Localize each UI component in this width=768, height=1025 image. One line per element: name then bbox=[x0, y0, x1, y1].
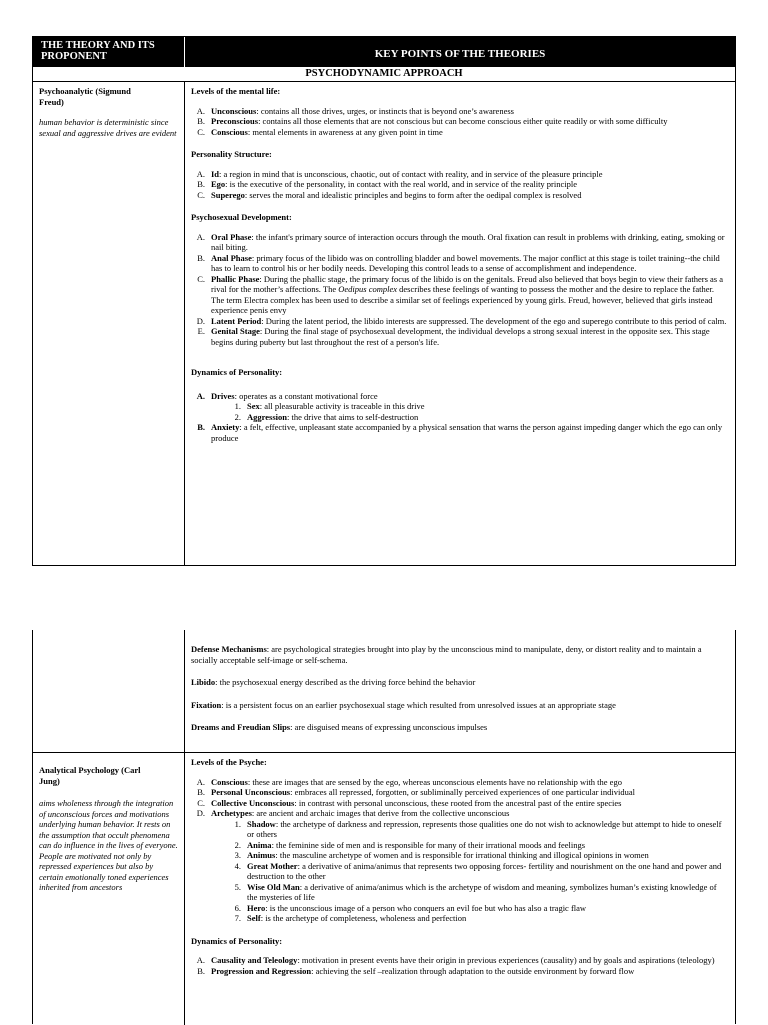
archetype-marker: 2. bbox=[234, 839, 241, 850]
psychosexual-development-list bbox=[191, 232, 729, 348]
psychosexual-stage-text: : the infant's primary source of interaction occurs through the mouth. Oral fixation can result in problems with drinking, eating, smoking or nail biting. bbox=[211, 231, 725, 252]
psyche-level-marker: D. bbox=[196, 808, 205, 818]
personality-structure-marker: A. bbox=[196, 168, 205, 179]
freud-theory-description: human behavior is deterministic since sexual and aggressive drives are evident bbox=[39, 117, 177, 138]
archetype-text: : is the unconscious image of a person who conquers an evil foe but who has also a tragic flaw bbox=[265, 902, 587, 913]
personality-structure-term: Ego bbox=[211, 179, 226, 189]
psychosexual-stage-text: : During the latent period, the libido interests are suppressed. The development of the ego and superego contribute to this period of calm. bbox=[261, 315, 727, 326]
mental-life-level-term: Preconscious bbox=[211, 116, 259, 126]
jung-dynamic-term: Causality and Teleology bbox=[211, 955, 298, 965]
dreams-text: : are disguised means of expressing unconscious impulses bbox=[290, 722, 488, 732]
psyche-level-text: : in contrast with personal unconscious, these rooted from the ancestral past of the entire species bbox=[294, 797, 622, 808]
archetype-text: : a derivative of anima/animus which is the archetype of wisdom and meaning, symbolizes human’s existing knowledge of the mysteries of life bbox=[247, 881, 717, 902]
psychosexual-stage-marker: B. bbox=[197, 252, 205, 263]
mental-life-level-text: : contains all those drives, urges, or instincts that is beyond one’s awareness bbox=[256, 105, 514, 116]
header-theory-proponent: THE THEORY AND ITS PROPONENT bbox=[33, 37, 185, 67]
drive-type-term: Aggression bbox=[247, 411, 287, 422]
jung-dynamic-text: : motivation in present events have their origin in previous experiences (causality) and by goals and aspirations (teleology) bbox=[297, 955, 715, 965]
archetype-item bbox=[227, 903, 729, 914]
archetype-term: Animus bbox=[247, 850, 276, 860]
psychosexual-stage-item bbox=[191, 316, 729, 327]
psychosexual-development-heading: Psychosexual Development: bbox=[191, 212, 292, 222]
psychosexual-stage-term: Anal Phase bbox=[211, 252, 252, 263]
anxiety-text: : a felt, effective, unpleasant state accompanied by a physical sensation that warns the person against impeding danger which the ego can only produce bbox=[211, 422, 723, 443]
archetype-item bbox=[227, 861, 729, 882]
psychosexual-stage-item bbox=[191, 253, 729, 274]
mental-life-level-item bbox=[191, 116, 729, 127]
anxiety-term: Anxiety bbox=[211, 422, 240, 432]
jung-theory-description: aims wholeness through the integration of unconscious forces and motivations underlying human behavior. It rests on the assumption that occult phenomena can do influence in the lives of everyone. People are motivated not only by repressed experiences but also by certain emotionally toned experiences inherited from ancestors bbox=[39, 798, 178, 892]
libido-paragraph bbox=[191, 677, 729, 688]
psychosexual-stage-text: : During the final stage of psychosexual development, the individual develops a strong sexual interest in the opposite sex. This stage begins during puberty but last throughout the rest of a person's life. bbox=[211, 326, 710, 347]
psyche-level-marker: A. bbox=[196, 776, 205, 787]
personality-structure-term: Superego bbox=[211, 189, 245, 200]
drive-type-term: Sex bbox=[247, 401, 260, 411]
personality-structure-term: Id bbox=[211, 168, 220, 179]
jung-dynamic-item bbox=[191, 955, 729, 966]
dreams-paragraph bbox=[191, 722, 729, 733]
dynamics-personality-heading: Dynamics of Personality: bbox=[191, 367, 283, 377]
archetype-marker: 1. bbox=[234, 818, 241, 829]
archetype-term: Great Mother bbox=[247, 860, 298, 871]
psychosexual-stage-item bbox=[191, 274, 729, 316]
personality-structure-marker: B. bbox=[197, 179, 205, 189]
psychosexual-stage-item bbox=[191, 232, 729, 253]
archetype-term: Anima bbox=[247, 839, 272, 850]
psyche-level-marker: C. bbox=[197, 797, 205, 808]
personality-structure-marker: C. bbox=[197, 189, 205, 200]
mental-life-level-marker: C. bbox=[197, 126, 205, 137]
defense-term: Defense Mechanisms bbox=[191, 644, 267, 654]
psyche-level-marker: B. bbox=[197, 787, 205, 797]
jung-dynamic-text: : achieving the self –realization through adaptation to the outside environment by forward flow bbox=[311, 965, 635, 976]
anxiety-item bbox=[191, 422, 729, 443]
mental-life-level-marker: A. bbox=[196, 105, 205, 116]
fixation-paragraph bbox=[191, 700, 729, 711]
personality-structure-text: : serves the moral and idealistic principles and begins to form after the oedipal complex is resolved bbox=[244, 189, 582, 200]
psyche-level-item bbox=[191, 787, 729, 798]
archetype-term: Shadow bbox=[247, 818, 276, 829]
levels-psyche-list bbox=[191, 777, 729, 819]
personality-structure-list bbox=[191, 169, 729, 201]
freud-continued-theory-cell bbox=[33, 630, 185, 752]
archetype-term: Self bbox=[247, 913, 261, 923]
freud-continued-points-cell bbox=[185, 630, 735, 752]
section-title: PSYCHODYNAMIC APPROACH bbox=[33, 67, 735, 82]
defense-text: : are psychological strategies brought into play by the unconscious mind to manipulate, deny, or distort reality and to maintain a socially acceptable self-image or self-schema. bbox=[191, 644, 702, 665]
anxiety-marker: B. bbox=[197, 422, 205, 432]
psyche-level-term: Archetypes bbox=[211, 808, 252, 818]
psyche-level-text: : these are images that are sensed by the ego, whereas unconscious elements have no relationship with the ego bbox=[247, 776, 622, 787]
jung-dynamic-marker: B. bbox=[197, 965, 205, 976]
personality-structure-heading: Personality Structure: bbox=[191, 149, 272, 159]
psychosexual-stage-marker: A. bbox=[196, 231, 205, 242]
psyche-level-term: Personal Unconscious bbox=[211, 787, 291, 797]
jung-dynamic-item bbox=[191, 966, 729, 977]
drives-marker: A. bbox=[196, 390, 205, 401]
jung-dynamic-term: Progression and Regression bbox=[211, 965, 312, 976]
freud-row bbox=[33, 82, 735, 565]
levels-psyche-heading: Levels of the Psyche: bbox=[191, 757, 267, 767]
psychosexual-stage-term: Phallic Phase bbox=[211, 273, 260, 284]
mental-life-level-item bbox=[191, 106, 729, 117]
jung-theory-cell bbox=[33, 753, 185, 1025]
drives-sublist bbox=[227, 401, 729, 422]
dreams-term: Dreams and Freudian Slips bbox=[191, 722, 291, 732]
archetype-text: : the feminine side of men and is responsible for many of their irrational moods and feelings bbox=[271, 839, 586, 850]
archetype-text: : a derivative of anima/animus that represents two opposing forces- fertility and nourishment on the one hand and power and destruction to the other bbox=[247, 860, 722, 881]
table-header bbox=[33, 37, 735, 67]
mental-life-level-text: : contains all those elements that are not conscious but can become conscious either quite readily or with some difficulty bbox=[258, 116, 668, 126]
mental-life-level-term: Conscious bbox=[211, 126, 248, 137]
drive-type-item bbox=[227, 412, 729, 423]
archetype-marker: 3. bbox=[234, 850, 241, 860]
page2-table bbox=[32, 630, 736, 1024]
fixation-term: Fixation bbox=[191, 699, 222, 710]
archetype-marker: 5. bbox=[234, 881, 241, 892]
archetype-text: : the archetype of darkness and repression, represents those qualities one do not wish to acknowledge but attempt to hide to oneself or others bbox=[247, 818, 722, 839]
mental-life-level-text: : mental elements in awareness at any given point in time bbox=[247, 126, 443, 137]
jung-dynamics-heading: Dynamics of Personality: bbox=[191, 935, 283, 946]
freud-continued-row bbox=[33, 630, 735, 753]
personality-structure-item bbox=[191, 169, 729, 180]
page1-table bbox=[32, 36, 736, 566]
personality-structure-text: : a region in mind that is unconscious, chaotic, out of contact with reality, and in service of the pleasure principle bbox=[219, 168, 603, 179]
archetype-term: Wise Old Man bbox=[247, 881, 300, 892]
jung-dynamics-list bbox=[191, 955, 729, 976]
header-key-points: KEY POINTS OF THE THEORIES bbox=[374, 48, 546, 60]
archetype-item bbox=[227, 913, 729, 924]
archetype-term: Hero bbox=[247, 902, 266, 913]
psychosexual-stage-text: describes these feelings of wanting to possess the mother and the desire to replace the father. The term Electra complex has been used to describe a similar set of feelings experienced by young girls. Freud, however, believed that girls instead experience penis envy bbox=[211, 284, 715, 315]
psychosexual-stage-text: : During the phallic stage, the primary focus of the libido is on the genitals. Freud also believed that boys begin to view their fathers as a rival for the mother’s affections. The bbox=[211, 273, 724, 294]
psyche-level-item bbox=[191, 777, 729, 788]
jung-key-points-cell bbox=[185, 753, 735, 1025]
drive-type-marker: 2. bbox=[234, 411, 241, 422]
archetype-item bbox=[227, 850, 729, 861]
psyche-level-item bbox=[191, 808, 729, 819]
mental-life-level-item bbox=[191, 127, 729, 138]
psychosexual-stage-item bbox=[191, 326, 729, 347]
fixation-text: : is a persistent focus on an earlier psychosexual stage which resulted from unresolved issues at an appropriate stage bbox=[221, 699, 616, 710]
personality-structure-item bbox=[191, 179, 729, 190]
defense-mechanisms-paragraph bbox=[191, 644, 729, 665]
psychosexual-stage-term: Oral Phase bbox=[211, 231, 252, 242]
jung-theory-name: Analytical Psychology (Carl Jung) bbox=[39, 765, 141, 786]
psychosexual-stage-term: Genital Stage bbox=[211, 326, 260, 336]
jung-row bbox=[33, 753, 735, 1025]
archetype-marker: 4. bbox=[234, 860, 241, 871]
psychosexual-stage-marker: C. bbox=[197, 273, 205, 284]
drive-type-text: : all pleasurable activity is traceable in this drive bbox=[259, 401, 425, 411]
archetypes-sublist bbox=[227, 819, 729, 924]
freud-key-points-cell bbox=[185, 82, 735, 565]
psychosexual-stage-term: Latent Period bbox=[211, 315, 262, 326]
libido-term: Libido bbox=[191, 677, 216, 687]
psyche-level-text: : are ancient and archaic images that derive from the collective unconscious bbox=[251, 808, 510, 818]
archetype-item bbox=[227, 819, 729, 840]
psychosexual-stage-text: : primary focus of the libido was on controlling bladder and bowel movements. The major conflict at this stage is toilet training--the child has to learn to control his or her bodily needs. Developing this control leads to a sense of accomplishment and independence. bbox=[211, 252, 720, 273]
libido-text: : the psychosexual energy described as the driving force behind the behavior bbox=[215, 677, 476, 687]
psyche-level-item bbox=[191, 798, 729, 809]
psyche-level-term: Conscious bbox=[211, 776, 248, 787]
levels-mental-life-heading: Levels of the mental life: bbox=[191, 86, 281, 96]
psychosexual-stage-italic-term: Oedipus complex bbox=[338, 284, 398, 294]
archetype-text: : is the archetype of completeness, wholeness and perfection bbox=[260, 913, 467, 923]
personality-structure-text: : is the executive of the personality, in contact with the real world, and in service of the reality principle bbox=[225, 179, 578, 189]
drives-term: Drives bbox=[211, 390, 235, 401]
drives-item bbox=[191, 391, 729, 402]
jung-dynamic-marker: A. bbox=[196, 955, 205, 965]
psyche-level-term: Collective Unconscious bbox=[211, 797, 295, 808]
drive-type-marker: 1. bbox=[234, 401, 241, 411]
freud-theory-name: Psychoanalytic (Sigmund Freud) bbox=[39, 86, 131, 107]
drive-type-item bbox=[227, 401, 729, 412]
archetype-marker: 7. bbox=[234, 913, 241, 923]
levels-mental-life-list bbox=[191, 106, 729, 138]
archetype-item bbox=[227, 882, 729, 903]
psychosexual-stage-marker: E. bbox=[197, 326, 205, 336]
mental-life-level-term: Unconscious bbox=[211, 105, 257, 116]
psychosexual-stage-marker: D. bbox=[196, 315, 205, 326]
archetype-item bbox=[227, 840, 729, 851]
drives-text: : operates as a constant motivational force bbox=[234, 390, 378, 401]
archetype-text: : the masculine archetype of women and is responsible for irrational thinking and illogical opinions in women bbox=[275, 850, 649, 860]
archetype-marker: 6. bbox=[234, 902, 241, 913]
personality-structure-item bbox=[191, 190, 729, 201]
drive-type-text: : the drive that aims to self-destruction bbox=[287, 411, 419, 422]
mental-life-level-marker: B. bbox=[197, 116, 205, 126]
psyche-level-text: : embraces all repressed, forgotten, or subliminally perceived experiences of one particular individual bbox=[290, 787, 636, 797]
freud-theory-cell bbox=[33, 82, 185, 565]
